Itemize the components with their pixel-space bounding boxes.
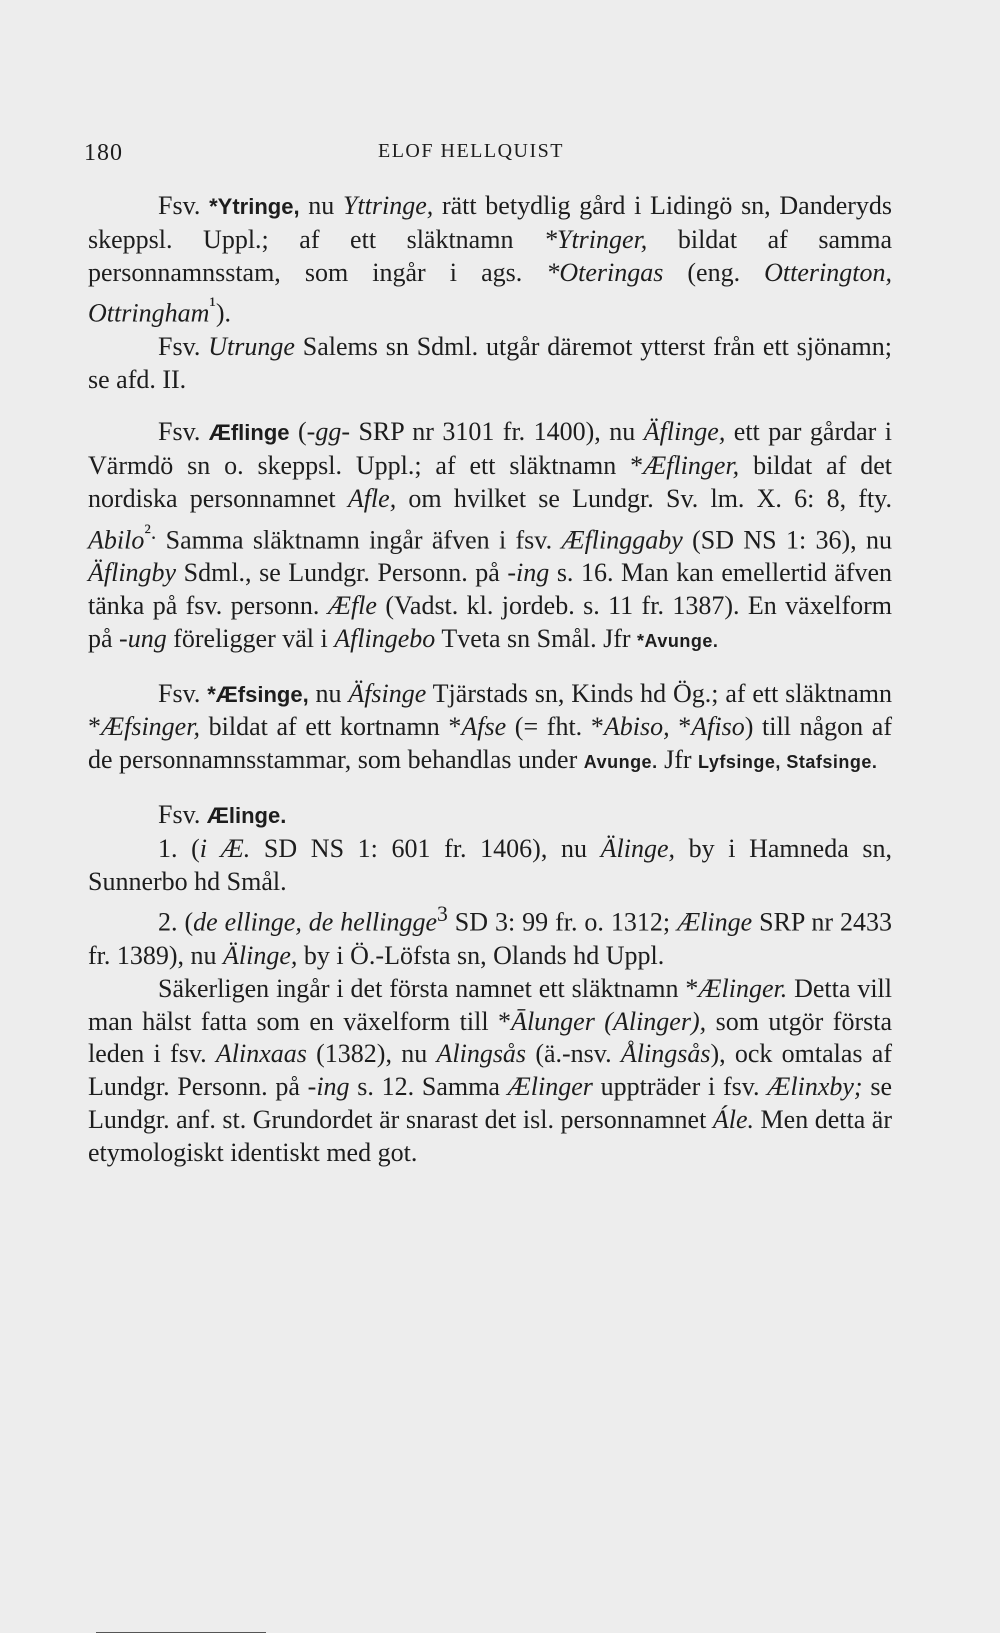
text-run: (ä.-nsv. [526, 1039, 621, 1069]
text-run: bildat af det nordiska personnamnet [88, 451, 892, 514]
text-run: Tjärstads sn, Kinds hd Ög.; af ett släktnamn * [88, 678, 893, 742]
text-run: ), ock omtalas af Lundgr. Personn. på [88, 1039, 892, 1102]
text-run: bildat af samma personnamnsstam, som ingår i ags. [88, 224, 892, 287]
text-run: Fsv. [158, 800, 207, 830]
text-run: Fsv. [158, 191, 210, 220]
italic-run: Abilo [88, 525, 145, 555]
text-run: Fsv. [158, 678, 208, 708]
text-run: SRP nr 3101 fr. 1400), nu [349, 417, 644, 447]
italic-run: Äflinge, [643, 417, 726, 447]
entry-aelinge-sense-2 [88, 898, 892, 972]
italic-run: Aflingebo [334, 623, 436, 653]
footnote-ref: ¹ [209, 293, 216, 318]
text-run: by i Ö.-Löfsta sn, Olands hd Uppl. [297, 940, 665, 970]
italic-run: Abiso, [603, 712, 670, 742]
headword: Ælinge. [206, 803, 287, 829]
text-run: Detta vill man hälst fatta som en växelform till * [88, 973, 892, 1036]
text-run: Salems sn Sdml. utgår däremot ytterst från ett sjönamn; se afd. II. [88, 331, 892, 394]
text-run: Tveta sn Smål. Jfr [435, 623, 638, 653]
text-run: (1382), nu [306, 1039, 437, 1069]
entry-ytringe [88, 190, 892, 331]
italic-run: Æfsinger, [101, 712, 200, 742]
text-run: (Vadst. kl. jordeb. s. 11 fr. 1387). En växelform på [88, 591, 893, 653]
italic-run: de ellinge, de hellingge [193, 908, 438, 938]
italic-run: -gg- [306, 417, 350, 447]
italic-run: Afiso [691, 712, 745, 742]
text-run: 1. ( [158, 833, 200, 863]
italic-run: -ing [507, 558, 550, 588]
text-run: om hvilket se Lundgr. Sv. lm. X. 6: 8, fty. [396, 484, 892, 514]
running-head: ELOF HELLQUIST [378, 140, 564, 162]
text-run: (SD NS 1: 36), nu [682, 525, 893, 555]
italic-run: i Æ. [199, 833, 251, 863]
text-run: Men detta är etymologiskt identiskt med got. [88, 1104, 892, 1167]
entry-aeflinge [88, 416, 892, 657]
entry-aelinge-head [88, 799, 892, 833]
name-form: Otterington, Ottringham [88, 257, 892, 329]
headword: *Ytringe, [209, 194, 300, 219]
main-text [88, 190, 892, 1189]
text-run: Fsv. [158, 331, 209, 361]
text-run: uppträder i fsv. [592, 1072, 768, 1102]
name-form: *Oteringas [546, 257, 664, 287]
text-run: nu [308, 678, 349, 708]
text-run: ett par gårdar i Värmdö sn o. skeppsl. Uppl.; af ett släktnamn * [88, 417, 892, 481]
text-run: Jfr [657, 745, 699, 775]
text-run: SD 3: 99 fr. o. 1312; [447, 908, 678, 938]
text-run: s. 12. Samma [349, 1072, 508, 1102]
cross-reference: *Avunge. [637, 630, 719, 651]
text-run: s. 16. Man kan emellertid äfven tänka på fsv. personn. [88, 558, 892, 621]
italic-run: Äfsinge [348, 678, 427, 708]
entry-aelinge-sense-1 [88, 833, 892, 899]
place-name: Yttringe, [342, 191, 434, 220]
text-run: SRP nr 2433 fr. 1389), nu [88, 908, 892, 970]
italic-run: Ælinger. [698, 973, 788, 1003]
text-run: se Lundgr. anf. st. Grundordet är snarast det isl. personnamnet [88, 1072, 892, 1134]
italic-run: Äflingby [88, 558, 177, 588]
page-number: 180 [84, 140, 123, 166]
text-run: * [669, 712, 692, 742]
text-run: ) till någon af de personnamnsstammar, som behandlas under [88, 712, 893, 775]
text-run: Säkerligen ingår i det första namnet ett släktnamn * [158, 973, 699, 1003]
text-run: ). [215, 299, 232, 329]
italic-run: -ing [307, 1072, 350, 1102]
text-run: Sdml., se Lundgr. Personn. på [176, 558, 508, 588]
text-run: by i Hamneda sn, Sunnerbo hd Smål. [88, 833, 892, 896]
cross-reference: Lyfsinge, Stafsinge. [698, 752, 878, 773]
italic-run: Ålingsås [620, 1039, 711, 1069]
italic-run: Afse [461, 712, 507, 742]
text-run: nu [299, 191, 343, 220]
italic-run: Älinge, [223, 940, 298, 970]
text-run: ( [289, 417, 307, 447]
text-run: SD NS 1: 601 fr. 1406), nu [250, 833, 601, 863]
headword: Æflinge [208, 420, 290, 446]
text-run: föreligger väl i [166, 623, 335, 653]
italic-run: Afle, [347, 484, 397, 514]
footnote-ref: 3 [437, 902, 448, 927]
headword: *Æfsinge, [207, 681, 309, 707]
italic-run: Alingsås [436, 1039, 527, 1069]
family-name: *Ytringer, [544, 224, 648, 254]
footnote-ref: ². [144, 519, 157, 544]
italic-run: Ælinxby; [767, 1072, 863, 1102]
entry-aefsinge [88, 678, 892, 779]
text-run: som utgör första leden i fsv. [88, 1006, 892, 1069]
text-run: (eng. [663, 257, 765, 287]
text-run: 2. ( [158, 908, 194, 938]
italic-run: Älinge, [600, 833, 675, 863]
place-name: Utrunge [208, 331, 295, 361]
italic-run: Ælinge [677, 908, 753, 938]
italic-run: Æfle [327, 591, 377, 621]
cross-reference: Avunge. [583, 752, 658, 773]
entry-aelinge-discussion [88, 973, 892, 1170]
text-run: rätt betydlig gård i Lidingö sn, Danderyds skeppsl. Uppl.; af ett släktnamn [88, 191, 893, 254]
italic-run: Ále. [712, 1104, 755, 1134]
italic-run: Æflinggaby [561, 525, 683, 555]
text-run: Samma släktnamn ingår äfven i fsv. [156, 525, 562, 555]
text-run: bildat af ett kortnamn * [199, 712, 462, 742]
text-run: Fsv. [158, 417, 209, 447]
entry-utrunge [88, 331, 892, 397]
italic-run: -ung [119, 623, 167, 653]
italic-run: Æflinger, [643, 451, 740, 481]
text-run: (= fht. * [506, 712, 604, 742]
italic-run: Ælinger [507, 1072, 593, 1102]
italic-run: Alinxaas [215, 1039, 307, 1069]
italic-run: Ālunger (Alinger), [511, 1006, 707, 1036]
